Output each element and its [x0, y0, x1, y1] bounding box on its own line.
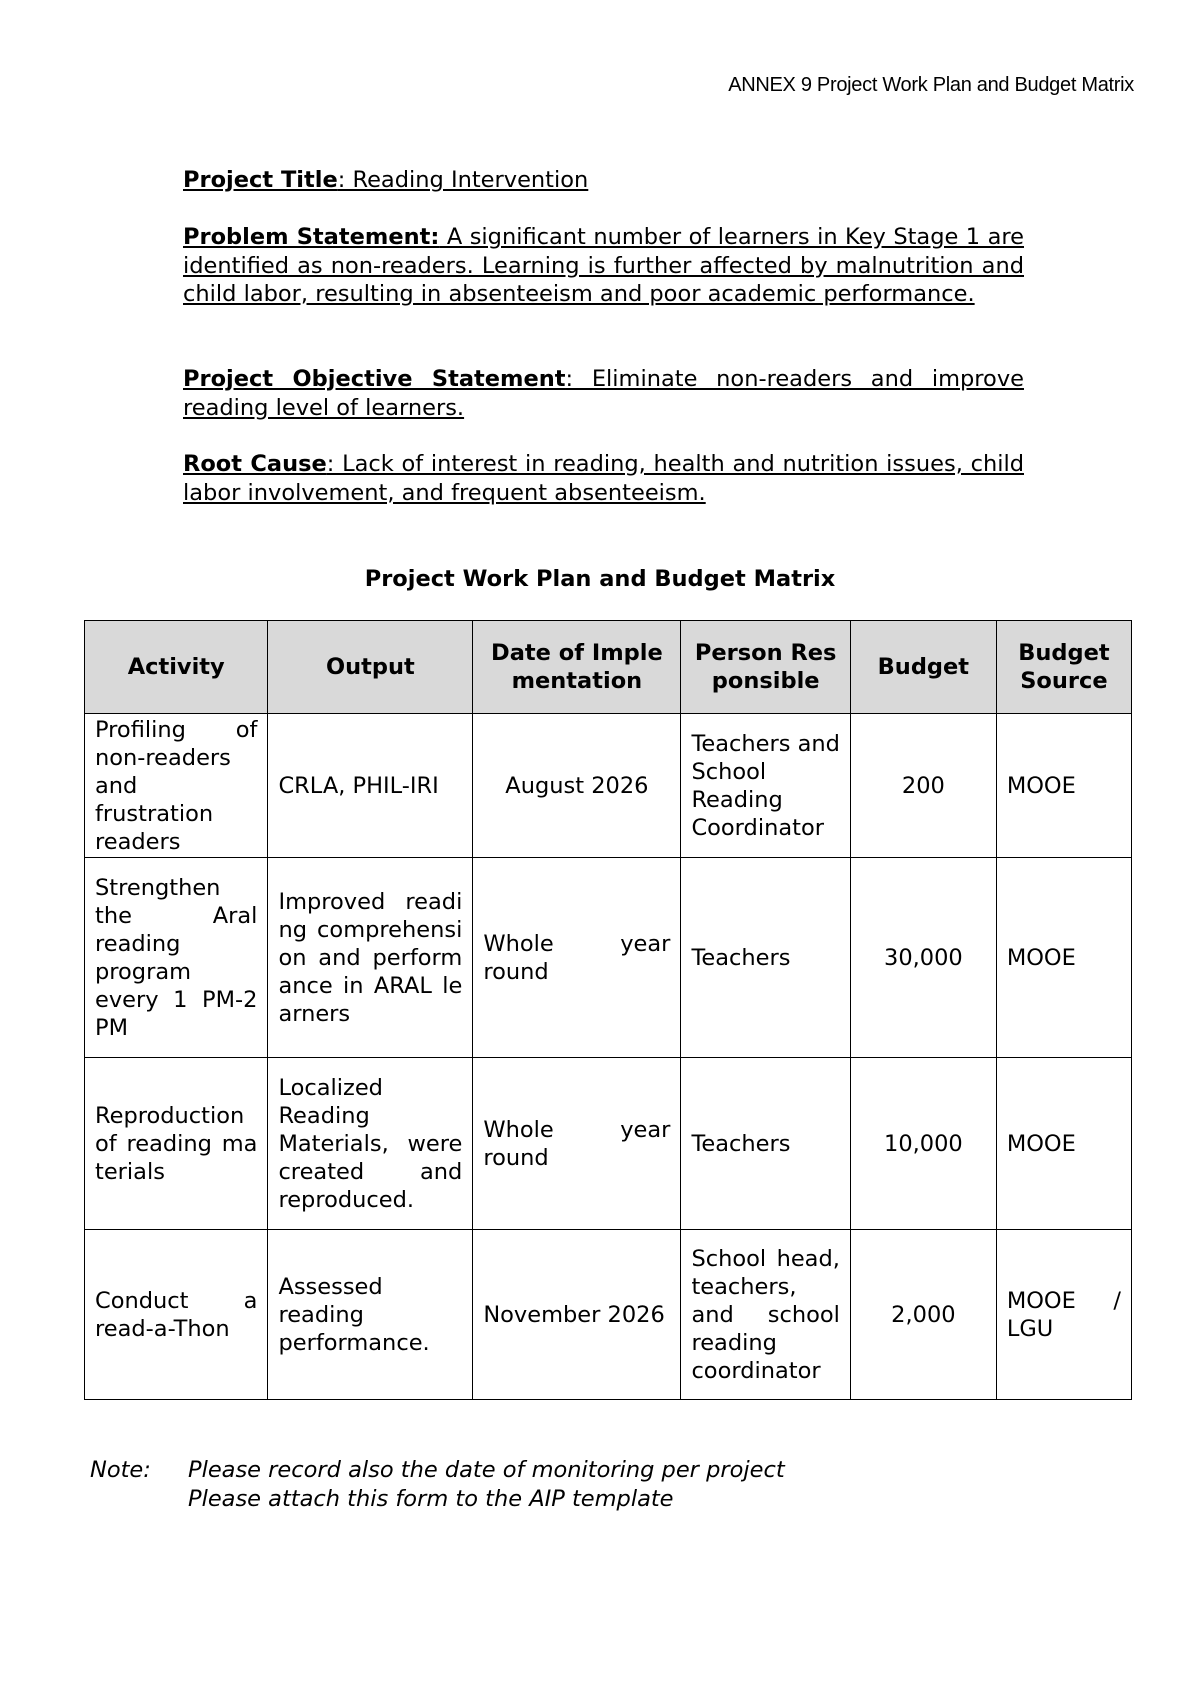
- cell-output: Localized Reading Materials, were created and reproduced.: [268, 1058, 473, 1230]
- cell-activity: Strengthen the Aral reading program every 1 PM-2 PM: [85, 858, 268, 1058]
- cell-source: MOOE / LGU: [996, 1230, 1131, 1400]
- note-line-2: Please attach this form to the AIP template: [188, 1486, 674, 1512]
- table-row: [85, 714, 1132, 858]
- objective-statement-value: : Eliminate non-readers and improve reading level of learners.: [183, 366, 1024, 421]
- header-budget: Budget: [850, 621, 996, 714]
- cell-person: Teachers: [681, 1058, 850, 1230]
- objective-statement-label: Project Objective Statement: [183, 366, 566, 392]
- root-cause: [183, 450, 1024, 507]
- note-label: Note:: [90, 1457, 151, 1483]
- annex-header: ANNEX 9 Project Work Plan and Budget Matrix: [728, 74, 1134, 96]
- cell-person: Teachers: [681, 858, 850, 1058]
- cell-budget: 30,000: [850, 858, 996, 1058]
- root-cause-value: : Lack of interest in reading, health and nutrition issues, child labor involvement, and frequent absenteeism.: [183, 451, 1024, 506]
- cell-date: August 2026: [473, 714, 681, 858]
- project-title-value: : Reading Intervention: [337, 167, 589, 193]
- table-row: [85, 1058, 1132, 1230]
- project-title: [183, 166, 1024, 195]
- cell-person: Teachers and School Reading Coordinator: [681, 714, 850, 858]
- cell-activity: Profiling of non-readers and frustration readers: [85, 714, 268, 858]
- cell-budget: 200: [850, 714, 996, 858]
- cell-date: November 2026: [473, 1230, 681, 1400]
- table-header-row: [85, 621, 1132, 714]
- cell-date: Whole year round: [473, 1058, 681, 1230]
- objective-statement: [183, 365, 1024, 422]
- header-date: Date of Implementation: [473, 621, 681, 714]
- project-title-label: Project Title: [183, 167, 338, 193]
- matrix-title: Project Work Plan and Budget Matrix: [364, 566, 836, 592]
- note-line-1: Please record also the date of monitoring per project: [188, 1457, 785, 1483]
- problem-statement-label: Problem Statement:: [183, 224, 440, 250]
- problem-statement-value: A significant number of learners in Key Stage 1 are identified as non-readers. Learning is further affected by malnutrition and child labor, resulting in absenteeism and poor academic performance.: [183, 224, 1024, 307]
- header-person: Person Responsible: [681, 621, 850, 714]
- cell-activity: Conduct a read-a-Thon: [85, 1230, 268, 1400]
- cell-budget: 2,000: [850, 1230, 996, 1400]
- note: [90, 1456, 785, 1514]
- cell-output: Improved reading comprehension and performance in ARAL learners: [268, 858, 473, 1058]
- table-row: [85, 1230, 1132, 1400]
- cell-date: Whole year round: [473, 858, 681, 1058]
- cell-budget: 10,000: [850, 1058, 996, 1230]
- header-output: Output: [268, 621, 473, 714]
- cell-source: MOOE: [996, 1058, 1131, 1230]
- cell-person: School head, teachers, and school reading coordinator: [681, 1230, 850, 1400]
- cell-output: CRLA, PHIL-IRI: [268, 714, 473, 858]
- cell-source: MOOE: [996, 714, 1131, 858]
- table-row: [85, 858, 1132, 1058]
- cell-output: Assessed reading performance.: [268, 1230, 473, 1400]
- header-source: Budget Source: [996, 621, 1131, 714]
- cell-source: MOOE: [996, 858, 1131, 1058]
- cell-activity: Reproduction of reading materials: [85, 1058, 268, 1230]
- problem-statement: [183, 223, 1024, 309]
- header-activity: Activity: [85, 621, 268, 714]
- work-plan-table: [84, 620, 1132, 1400]
- root-cause-label: Root Cause: [183, 451, 327, 477]
